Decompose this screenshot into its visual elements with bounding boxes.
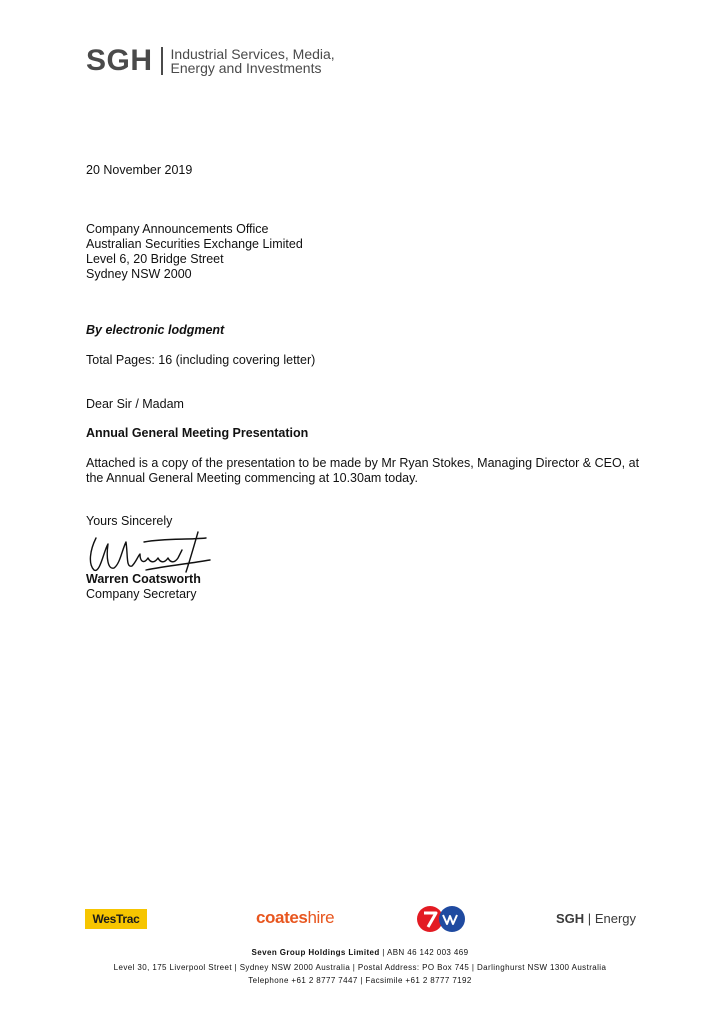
- sgh-header-logo: [86, 44, 335, 78]
- footer-phone-line: Telephone +61 2 8777 7447 | Facsimile +61 2 8777 7192: [248, 976, 472, 985]
- body-paragraph: Attached is a copy of the presentation to be made by Mr Ryan Stokes, Managing Director & CEO, at the Annual General Meeting commencing at 10.30am today.: [86, 456, 640, 485]
- footer-address-line: Level 30, 175 Liverpool Street | Sydney NSW 2000 Australia | Postal Address: PO Box 745 | Darlinghurst NSW 1300 Australia: [113, 963, 607, 972]
- seven-network-icon: [416, 905, 468, 933]
- sgh-energy-mark: SGH: [556, 911, 585, 926]
- footer-company-line: [0, 948, 720, 958]
- logo-divider: [161, 47, 163, 75]
- logo-tagline-line2: Energy and Investments: [170, 60, 322, 76]
- signer-name: Warren Coatsworth: [86, 572, 201, 586]
- sgh-energy-divider: |: [587, 911, 592, 926]
- logo-tagline-line1: Industrial Services, Media,: [170, 46, 335, 62]
- coates-logo-light: hire: [307, 908, 335, 927]
- salutation: Dear Sir / Madam: [86, 397, 184, 411]
- address-line: Sydney NSW 2000: [86, 267, 192, 281]
- sgh-energy-word: Energy: [594, 911, 637, 926]
- westrac-logo: WesTrac: [85, 909, 147, 929]
- subject-line: Annual General Meeting Presentation: [86, 426, 309, 440]
- signer-title: Company Secretary: [86, 587, 197, 601]
- address-line: Level 6, 20 Bridge Street: [86, 252, 224, 266]
- logo-mark: SGH: [86, 44, 153, 77]
- address-line: Company Announcements Office: [86, 222, 269, 236]
- footer-abn: ABN 46 142 003 469: [386, 948, 469, 957]
- sgh-energy-logo: [556, 911, 636, 926]
- lodgment-note: By electronic lodgment: [86, 323, 225, 337]
- signature-image: [86, 530, 216, 576]
- logo-tagline: [171, 47, 335, 75]
- total-pages: Total Pages: 16 (including covering letter): [86, 353, 316, 367]
- coates-hire-logo: [256, 908, 334, 928]
- letter-date: 20 November 2019: [86, 163, 193, 177]
- closing: Yours Sincerely: [86, 514, 173, 528]
- footer-separator: |: [382, 948, 387, 957]
- recipient-address: [86, 222, 303, 282]
- coates-logo-bold: coates: [256, 908, 308, 927]
- footer-company-name: Seven Group Holdings Limited: [251, 948, 380, 957]
- address-line: Australian Securities Exchange Limited: [86, 237, 303, 251]
